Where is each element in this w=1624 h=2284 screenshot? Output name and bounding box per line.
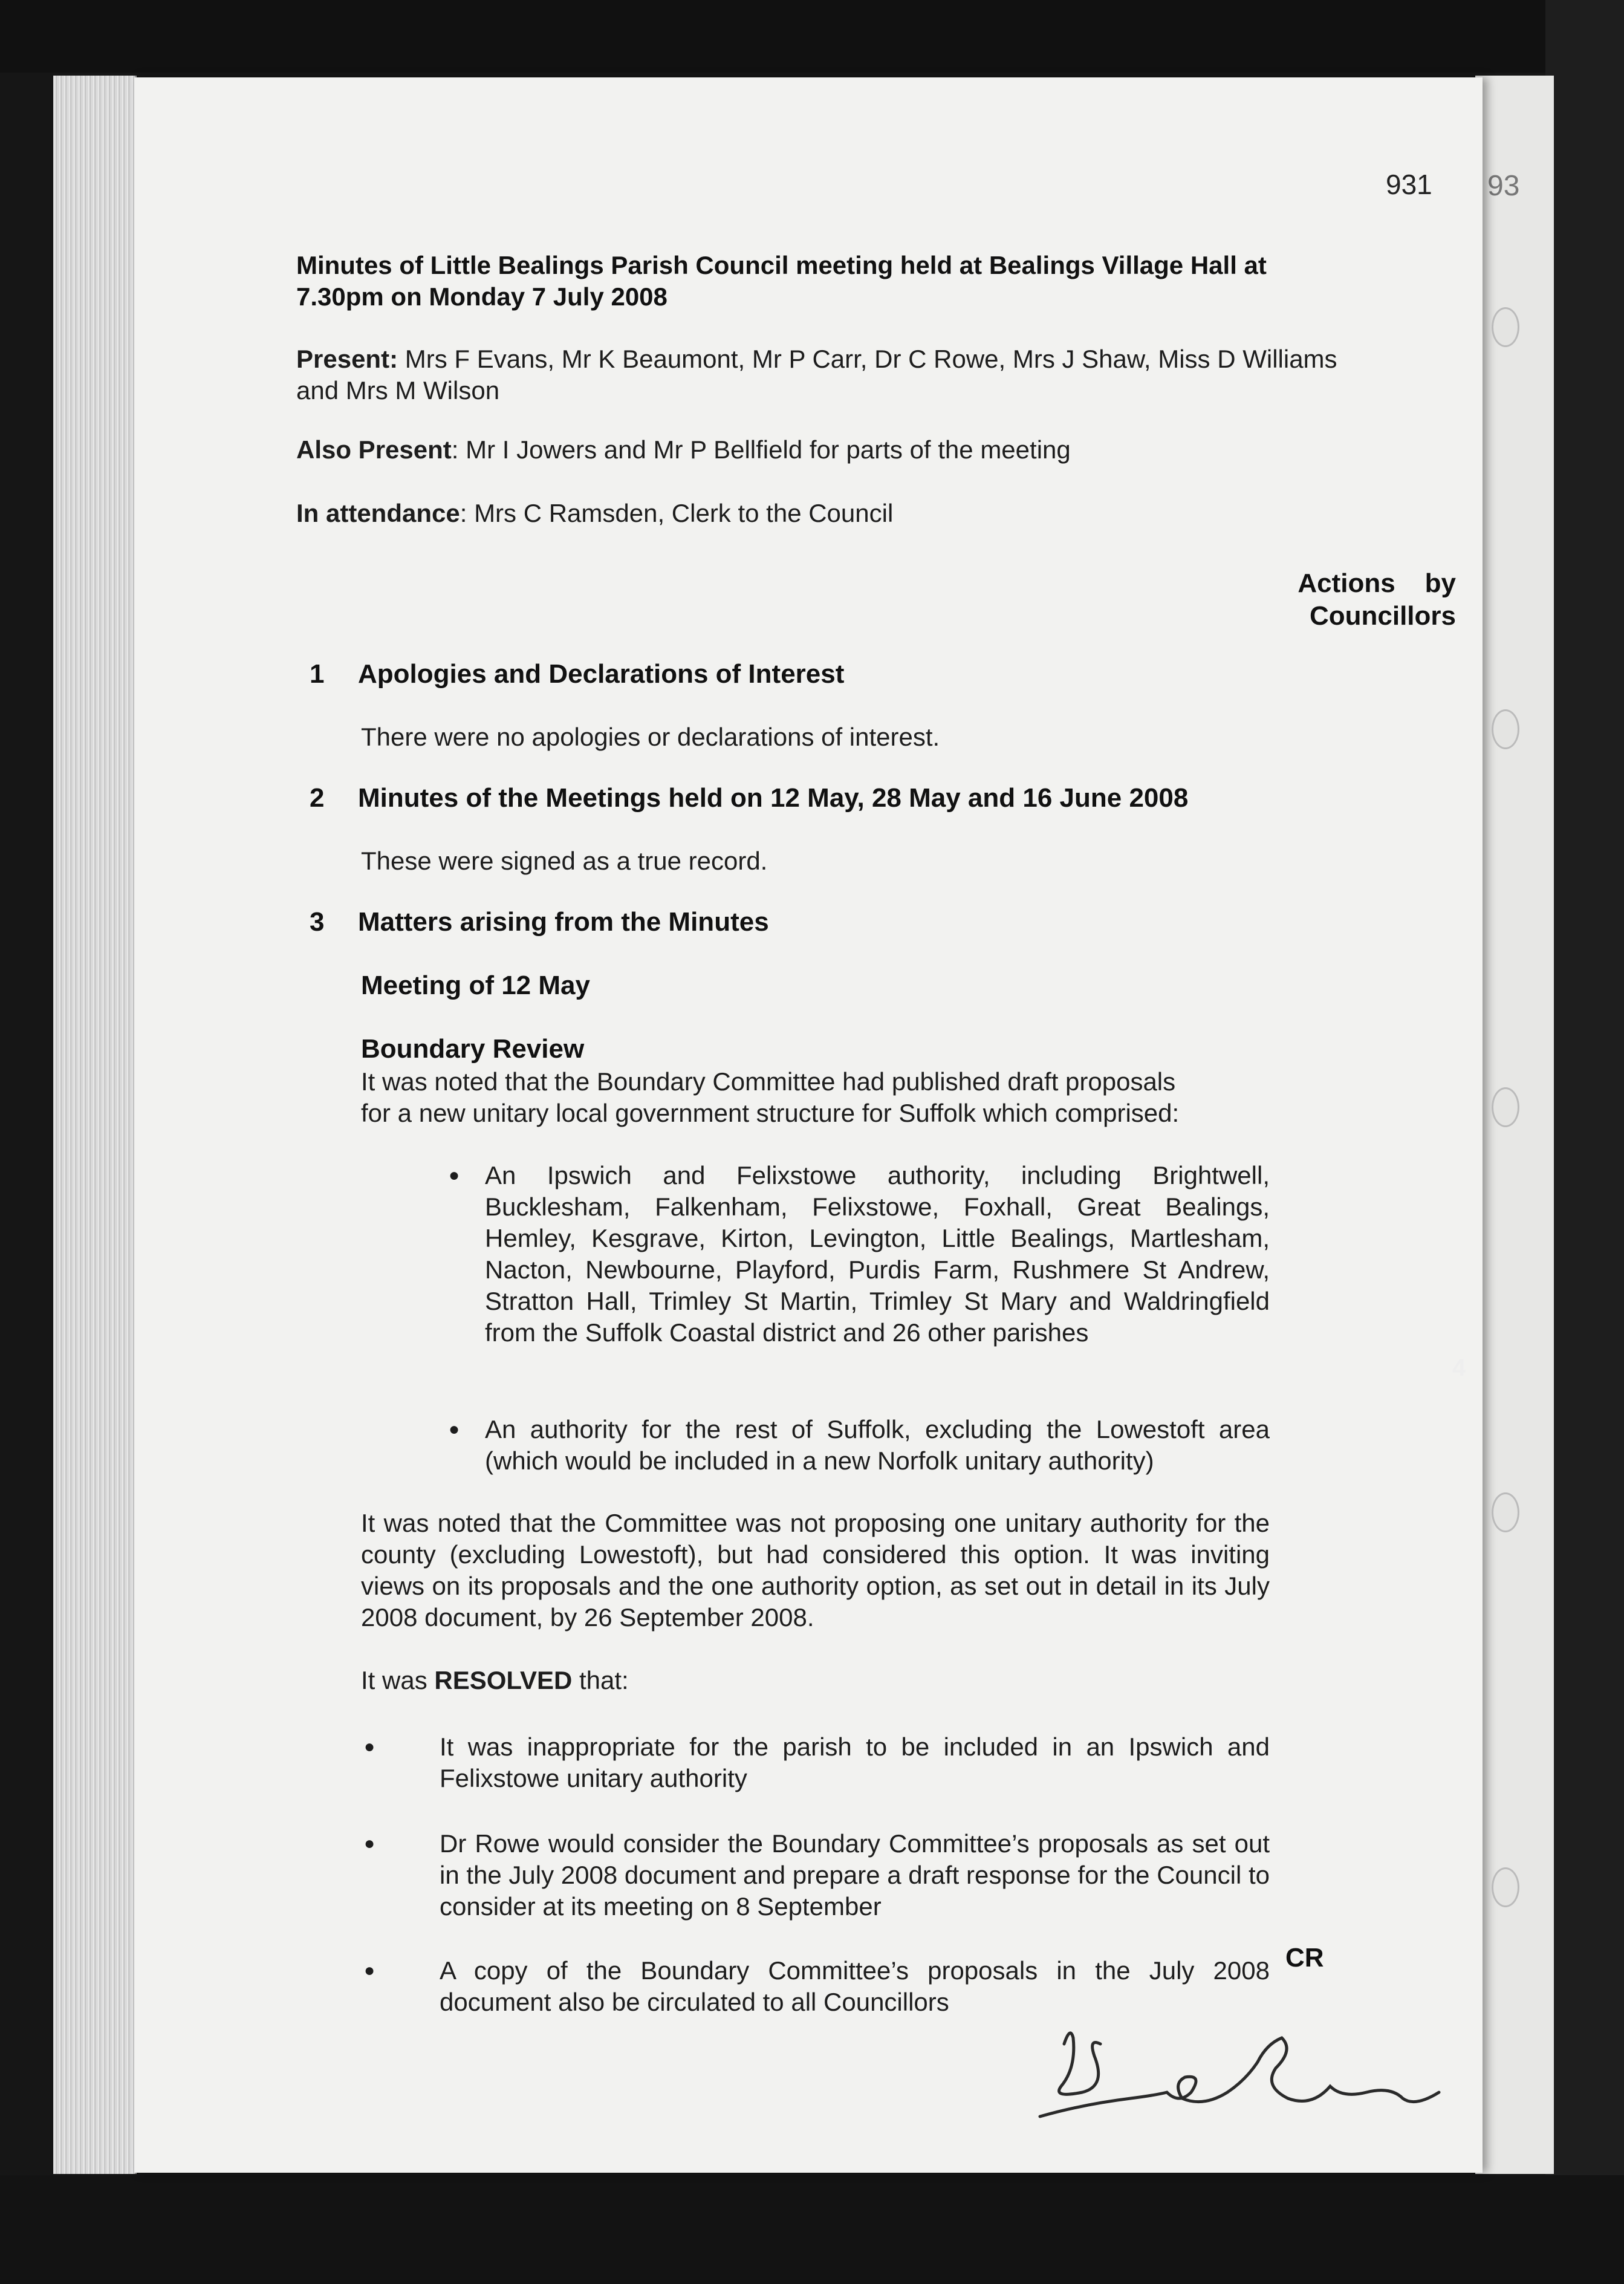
resolved-prefix: It was <box>361 1666 435 1694</box>
handwritten-signature <box>1028 2002 1487 2141</box>
list-item <box>449 1160 1270 1349</box>
page-number: 931 <box>1386 169 1432 200</box>
bullet-icon: ● <box>364 1960 375 1980</box>
item-number: 1 <box>310 659 325 689</box>
bullet-icon: ● <box>364 1737 375 1757</box>
present-label: Present: <box>296 345 398 373</box>
binder-ring <box>1492 709 1519 749</box>
actions-heading-line-1: Actions by <box>1298 568 1456 598</box>
binder-ring <box>1492 1087 1519 1127</box>
item-number: 2 <box>310 783 325 813</box>
page-title <box>296 250 1415 313</box>
item-number: 3 <box>310 907 325 937</box>
item-heading <box>310 658 844 691</box>
present-names-line-1: Mrs F Evans, Mr K Beaumont, Mr P Carr, Dr C Rowe, Mrs J Shaw, Miss D Williams <box>404 345 1337 373</box>
list-item <box>364 1731 1270 1794</box>
list-item <box>364 1828 1270 1922</box>
meeting-subheading: Meeting of 12 May <box>361 971 590 1000</box>
resolved-suffix: that: <box>572 1666 629 1694</box>
title-line-2: 7.30pm on Monday 7 July 2008 <box>296 282 667 311</box>
scan-background-right <box>1545 0 1624 2284</box>
present-names-line-2: and Mrs M Wilson <box>296 376 500 405</box>
side-page-marker: 4 <box>1452 1355 1466 1381</box>
item-heading <box>310 906 769 939</box>
item-title: Matters arising from the Minutes <box>358 907 769 937</box>
actions-column-heading <box>1281 567 1456 633</box>
in-attendance-label: In attendance <box>296 499 460 527</box>
present-section <box>296 343 1475 406</box>
resolved-intro <box>361 1665 1268 1696</box>
scan-background-bottom <box>0 2175 1624 2284</box>
item-title: Minutes of the Meetings held on 12 May, 28 May and 16 June 2008 <box>358 783 1189 813</box>
item-title: Apologies and Declarations of Interest <box>358 659 845 689</box>
boundary-intro-line-1: It was noted that the Boundary Committee had published draft proposals <box>361 1067 1176 1096</box>
item-text: These were signed as a true record. <box>361 847 768 875</box>
facing-page <box>1475 76 1554 2174</box>
resolved-keyword: RESOLVED <box>434 1666 573 1694</box>
binder-ring <box>1492 1492 1519 1532</box>
bullet-icon: ● <box>449 1165 460 1185</box>
also-present-text: : Mr I Jowers and Mr P Bellfield for parts of the meeting <box>451 435 1071 464</box>
item-text: There were no apologies or declarations of interest. <box>361 723 940 751</box>
in-attendance-section <box>296 498 1475 529</box>
committee-note: It was noted that the Committee was not proposing one unitary authority for the county (excluding Lowestoft), but had considered this option. It was inviting views on its proposals and the one authority option, as set out in detail in its July 2008 document, by 26 September 2008. <box>361 1509 1270 1632</box>
also-present-section <box>296 434 1475 466</box>
title-line-1: Minutes of Little Bealings Parish Council meeting held at Bealings Village Hall at <box>296 251 1267 279</box>
binder-ring <box>1492 307 1519 347</box>
list-item <box>449 1414 1270 1477</box>
resolution-text: Dr Rowe would consider the Boundary Committee’s proposals as set out in the July 2008 document and prepare a draft response for the Council to consider at its meeting on 8 September <box>440 1829 1270 1921</box>
resolution-text: It was inappropriate for the parish to be included in an Ipswich and Felixstowe unitary authority <box>440 1733 1270 1792</box>
binder-ring <box>1492 1867 1519 1907</box>
scan-background-top <box>0 0 1624 73</box>
in-attendance-text: : Mrs C Ramsden, Clerk to the Council <box>460 499 894 527</box>
action-initials: CR <box>1285 1943 1324 1973</box>
proposal-text: An Ipswich and Felixstowe authority, including Brightwell, Bucklesham, Falkenham, Felixstowe, Foxhall, Great Bealings, Hemley, Kesgrave, Kirton, Levington, Little Bealings, Martlesham, Nacton, Newbourne, Playford, Purdis Farm, Rushmere St Andrew, Stratton Hall, Trimley St Martin, Trimley St Mary and Waldringfield from the Suffolk Coastal district and 26 other parishes <box>485 1161 1270 1347</box>
facing-page-number: 93 <box>1487 170 1520 202</box>
boundary-review-heading: Boundary Review <box>361 1034 585 1064</box>
resolution-text: A copy of the Boundary Committee’s proposals in the July 2008 document also be circulated to all Councillors <box>440 1956 1270 2016</box>
bullet-icon: ● <box>449 1419 460 1439</box>
also-present-label: Also Present <box>296 435 452 464</box>
minutes-page <box>134 77 1483 2173</box>
book-page-edges <box>53 76 137 2174</box>
bullet-icon: ● <box>364 1833 375 1853</box>
proposal-text: An authority for the rest of Suffolk, excluding the Lowestoft area (which would be included in a new Norfolk unitary authority) <box>485 1415 1270 1475</box>
boundary-intro-line-2: for a new unitary local government structure for Suffolk which comprised: <box>361 1099 1180 1127</box>
boundary-intro <box>361 1066 1280 1129</box>
actions-heading-line-2: Councillors <box>1309 601 1456 631</box>
item-heading <box>310 782 1188 815</box>
